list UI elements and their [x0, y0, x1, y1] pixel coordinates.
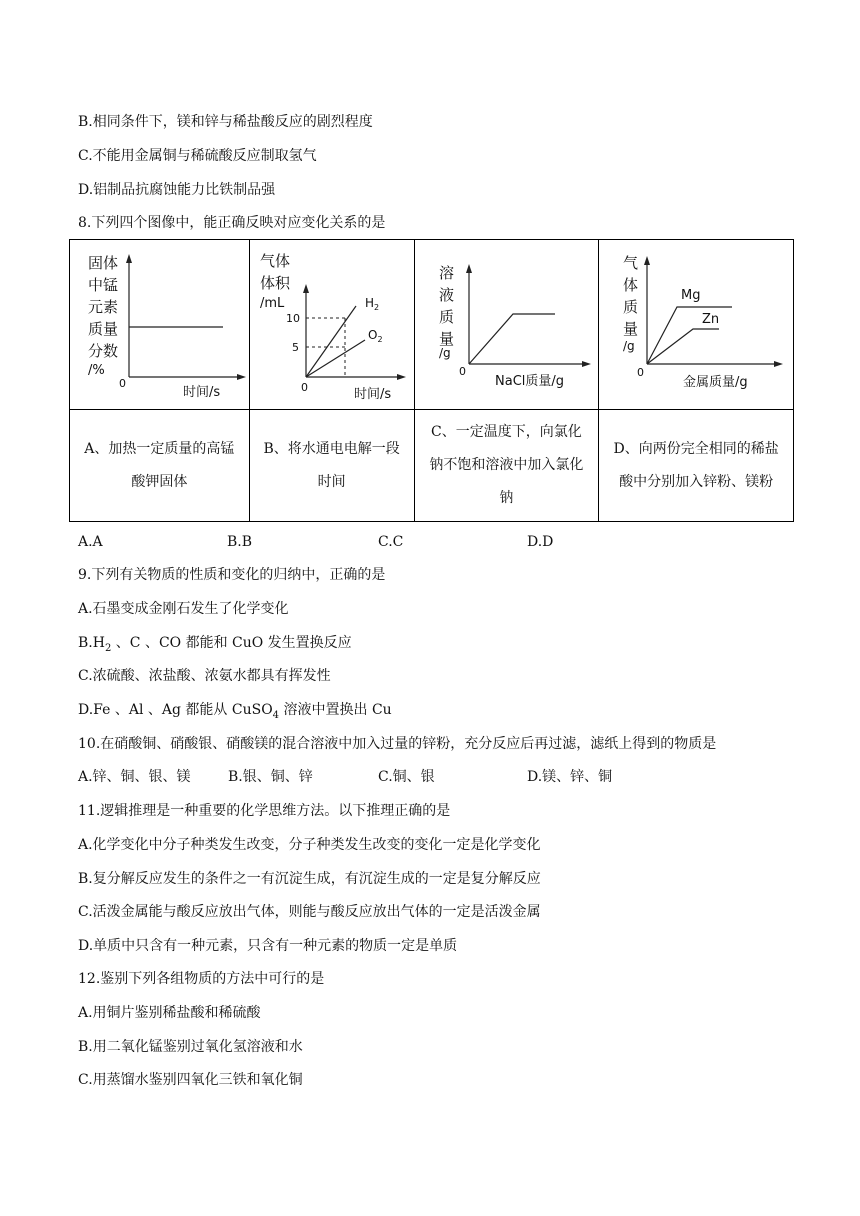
caption-c-line-3: 钠	[499, 490, 514, 506]
q10-option-c: C.铜、银	[378, 769, 435, 785]
caption-a-line-1: A、加热一定质量的高锰	[84, 440, 235, 457]
chart-c-ylabel-2: 液	[438, 286, 454, 304]
chart-a-cell	[70, 240, 250, 410]
chart-a-ylabel-6: /%	[88, 363, 105, 378]
caption-a	[70, 410, 250, 522]
q11-option-b: B.复分解反应发生的条件之一有沉淀生成，有沉淀生成的一定是复分解反应	[78, 871, 541, 887]
q8-option-c: C.C	[378, 534, 404, 550]
chart-b-svg	[250, 240, 414, 409]
chart-c-x-arrow	[582, 361, 591, 367]
chart-a-y-arrow	[126, 254, 132, 263]
chart-d-label-zn: Zn	[702, 312, 720, 327]
chart-a-xlabel: 时间/s	[183, 385, 221, 400]
q11-option-d: D.单质中只含有一种元素，只含有一种元素的物质一定是单质	[78, 938, 458, 954]
caption-d	[599, 410, 794, 522]
caption-b	[249, 410, 414, 522]
caption-b-line-1: B、将水通电电解一段	[263, 440, 400, 457]
q9-option-d-pre: D.Fe 、Al 、Ag 都能从 CuSO	[78, 702, 273, 718]
chart-c-y-arrow	[466, 264, 472, 273]
chart-a-ylabel-5: 分数	[88, 342, 119, 360]
q9-option-b	[78, 634, 352, 658]
chart-b-xlabel: 时间/s	[353, 387, 391, 402]
chart-d-ylabel-1: 气	[623, 254, 639, 272]
chart-b	[250, 240, 414, 409]
q12-option-c: C.用蒸馏水鉴别四氧化三铁和氧化铜	[78, 1072, 303, 1088]
q7-option-d: D.铝制品抗腐蚀能力比铁制品强	[78, 182, 276, 198]
chart-d-xlabel: 金属质量/g	[683, 375, 748, 390]
q8-option-b: B.B	[227, 534, 253, 550]
q10-option-a: A.锌、铜、银、镁	[78, 769, 191, 785]
chart-d-ylabel-5: /g	[623, 339, 635, 353]
chart-d-origin: 0	[637, 366, 645, 379]
chart-d-x-arrow	[774, 361, 783, 367]
question-9-stem: 9.下列有关物质的性质和变化的归纳中，正确的是	[78, 567, 386, 583]
caption-b-line-2: 时间	[317, 473, 346, 490]
chart-a-ylabel-1: 固体	[88, 254, 119, 272]
chart-c-ylabel-4: 量	[438, 330, 454, 348]
chart-b-label-h2: $H_2$	[364, 296, 379, 312]
caption-c	[414, 410, 599, 522]
question-8-figure-table	[69, 239, 794, 522]
question-11-stem: 11.逻辑推理是一种重要的化学思维方法。以下推理正确的是	[78, 803, 451, 819]
chart-a	[70, 240, 249, 409]
q9-option-b-post: 、C 、CO 都能和 CuO 发生置换反应	[111, 635, 352, 651]
chart-c-series-line	[469, 314, 555, 364]
chart-d-svg	[599, 240, 793, 409]
chart-c-svg	[415, 240, 599, 409]
chart-b-series-h2	[306, 306, 356, 377]
chart-a-ylabel-2: 中锰	[88, 276, 119, 294]
chart-a-ylabel-4: 质量	[88, 320, 119, 338]
question-10-stem: 10.在硝酸铜、硝酸银、硝酸镁的混合溶液中加入过量的锌粉，充分反应后再过滤，滤纸上得到的物质是	[78, 736, 717, 752]
chart-c-ylabel-1: 溶	[438, 264, 454, 282]
q11-option-a: A.化学变化中分子种类发生改变，分子种类发生改变的变化一定是化学变化	[78, 837, 541, 853]
chart-b-ytick-5: 5	[291, 341, 299, 354]
q8-option-d: D.D	[527, 534, 554, 550]
chart-d-ylabel-4: 量	[623, 320, 639, 338]
chart-d-y-arrow	[644, 256, 650, 265]
q9-option-d	[78, 701, 392, 725]
chart-b-ylabel-2: 体积	[259, 274, 290, 292]
chart-c	[415, 240, 599, 409]
chart-a-origin: 0	[119, 377, 126, 390]
chart-b-x-arrow	[397, 374, 406, 380]
q12-option-a: A.用铜片鉴别稀盐酸和稀硫酸	[78, 1005, 261, 1021]
q11-option-c: C.活泼金属能与酸反应放出气体，则能与酸反应放出气体的一定是活泼金属	[78, 904, 541, 920]
chart-d	[599, 240, 793, 409]
chart-d-cell	[599, 240, 794, 410]
q8-option-a: A.A	[78, 534, 103, 550]
caption-a-line-2: 酸钾固体	[131, 473, 188, 490]
caption-d-line-1: D、向两份完全相同的稀盐	[613, 440, 779, 457]
chart-d-label-mg: Mg	[681, 288, 701, 303]
q9-option-d-sub: 4	[272, 709, 280, 721]
chart-b-ylabel-3: /mL	[259, 296, 285, 311]
chart-a-x-arrow	[237, 374, 246, 380]
chart-c-cell	[414, 240, 599, 410]
chart-d-series-zn	[647, 329, 719, 364]
q10-option-d: D.镁、锌、铜	[527, 769, 613, 785]
q9-option-b-pre: B.H	[78, 635, 105, 651]
chart-b-y-arrow	[303, 284, 309, 293]
chart-a-ylabel-3: 元素	[88, 298, 119, 316]
chart-d-ylabel-3: 质	[623, 298, 639, 316]
question-8-stem: 8.下列四个图像中，能正确反映对应变化关系的是	[78, 215, 386, 231]
q9-option-d-post: 溶液中置换出 Cu	[279, 702, 392, 718]
chart-c-ylabel-3: 质	[438, 308, 454, 326]
chart-d-ylabel-2: 体	[623, 276, 639, 294]
q9-option-a: A.石墨变成金刚石发生了化学变化	[78, 601, 289, 617]
chart-c-ylabel-5: /g	[438, 346, 451, 360]
chart-c-origin: 0	[458, 365, 466, 378]
q10-option-b: B.银、铜、锌	[228, 769, 313, 785]
q7-option-c: C.不能用金属铜与稀硫酸反应制取氢气	[78, 148, 317, 164]
chart-b-series-o2	[306, 340, 365, 377]
q9-option-c: C.浓硫酸、浓盐酸、浓氨水都具有挥发性	[78, 668, 331, 684]
chart-b-origin: 0	[300, 381, 308, 394]
question-12-stem: 12.鉴别下列各组物质的方法中可行的是	[78, 971, 325, 987]
caption-d-line-2: 酸中分别加入锌粉、镁粉	[619, 473, 774, 490]
caption-c-line-1: C、一定温度下，向氯化	[431, 424, 582, 440]
chart-b-ytick-10: 10	[285, 312, 300, 325]
chart-a-svg	[70, 240, 249, 409]
q7-option-b: B.相同条件下，镁和锌与稀盐酸反应的剧烈程度	[78, 114, 373, 130]
chart-b-label-o2: $O_2$	[367, 328, 383, 344]
chart-b-cell	[249, 240, 414, 410]
chart-d-series-mg	[647, 307, 732, 364]
q9-option-b-sub: 2	[104, 642, 112, 654]
caption-c-line-2: 钠不饱和溶液中加入氯化	[429, 457, 584, 473]
chart-b-ylabel-1: 气体	[259, 252, 290, 270]
q12-option-b: B.用二氧化锰鉴别过氧化氢溶液和水	[78, 1039, 303, 1055]
chart-c-xlabel: NaCl质量/g	[494, 374, 564, 389]
